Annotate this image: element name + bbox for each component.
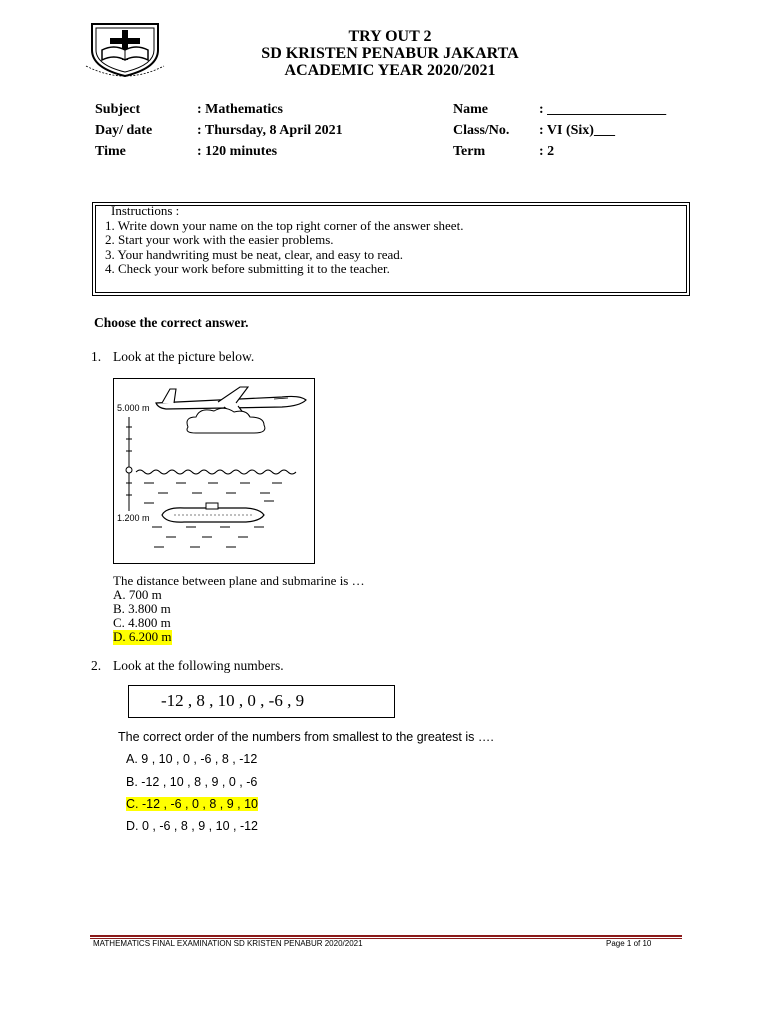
term-label: Term xyxy=(453,144,486,159)
altitude-label: 5.000 m xyxy=(117,403,150,413)
instruction-item: 3. Your handwriting must be neat, clear, and easy to read. xyxy=(105,246,404,262)
section-title: Choose the correct answer. xyxy=(94,315,249,330)
q2-prompt: Look at the following numbers. xyxy=(113,658,284,673)
subject-label: Subject xyxy=(95,102,141,117)
time-value: : 120 minutes xyxy=(197,144,278,159)
cloud-icon xyxy=(187,408,265,433)
exam-title: TRY OUT 2 xyxy=(348,28,432,45)
submarine-icon xyxy=(162,503,264,522)
name-value: : _________________ xyxy=(539,102,667,117)
instruction-item: 2. Start your work with the easier problems. xyxy=(105,232,334,247)
q2-option-b[interactable]: B. -12 , 10 , 8 , 9 , 0 , -6 xyxy=(126,775,258,789)
academic-year: ACADEMIC YEAR 2020/2021 xyxy=(284,62,496,79)
depth-scale-ruler xyxy=(126,417,132,511)
q1-option-d[interactable]: D. 6.200 m xyxy=(113,629,172,644)
time-label: Time xyxy=(95,144,126,159)
q1-option-c[interactable]: C. 4.800 m xyxy=(113,615,171,630)
q1-question: The distance between plane and submarine is … xyxy=(113,573,365,588)
subject-value: : Mathematics xyxy=(197,102,283,117)
numbers-box xyxy=(128,685,395,718)
instruction-item: 4. Check your work before submitting it to the teacher. xyxy=(105,261,390,276)
name-label: Name xyxy=(453,102,488,117)
footer-rule xyxy=(90,935,682,937)
date-label: Day/ date xyxy=(95,123,153,138)
instructions-heading: Instructions : xyxy=(111,203,180,218)
date-value: : Thursday, 8 April 2021 xyxy=(197,123,343,138)
q1-figure xyxy=(113,378,315,564)
q1-prompt: Look at the picture below. xyxy=(113,349,255,364)
instructions-text xyxy=(105,204,463,277)
depth-label: 1.200 m xyxy=(117,513,150,523)
q2-option-d[interactable]: D. 0 , -6 , 8 , 9 , 10 , -12 xyxy=(126,819,259,833)
q2-number: 2. xyxy=(91,658,102,673)
class-value: : VI (Six)___ xyxy=(539,123,615,138)
class-label: Class/No. xyxy=(453,123,510,138)
footer-title: MATHEMATICS FINAL EXAMINATION SD KRISTEN PENABUR 2020/2021 xyxy=(93,939,363,948)
q2-option-c[interactable]: C. -12 , -6 , 0 , 8 , 9 , 10 xyxy=(126,797,259,811)
q1-number: 1. xyxy=(91,349,102,364)
q2-option-a[interactable]: A. 9 , 10 , 0 , -6 , 8 , -12 xyxy=(126,752,258,766)
term-value: : 2 xyxy=(539,144,555,159)
instructions-box xyxy=(92,202,690,296)
school-crest-logo xyxy=(80,20,170,82)
numbers-list: -12 , 8 , 10 , 0 , -6 , 9 xyxy=(161,691,305,710)
sea-surface-waves xyxy=(136,470,296,474)
page-number: Page 1 of 10 xyxy=(606,939,652,948)
q1-option-b[interactable]: B. 3.800 m xyxy=(113,601,171,616)
instruction-item: 1. Write down your name on the top right corner of the answer sheet. xyxy=(105,217,464,233)
q2-question: The correct order of the numbers from smallest to the greatest is …. xyxy=(118,730,494,744)
q1-option-a[interactable]: A. 700 m xyxy=(113,587,162,602)
school-name: SD KRISTEN PENABUR JAKARTA xyxy=(261,45,519,62)
